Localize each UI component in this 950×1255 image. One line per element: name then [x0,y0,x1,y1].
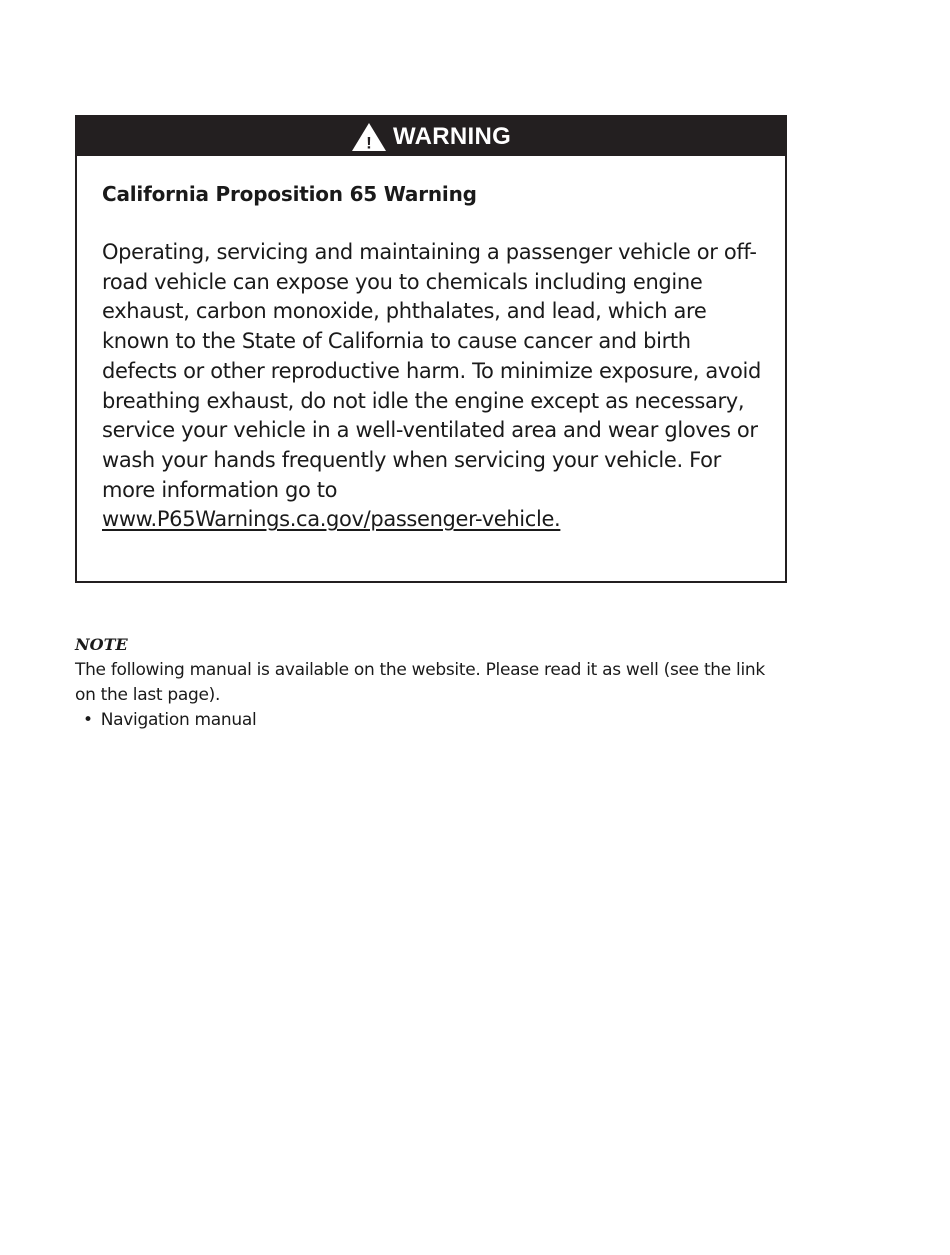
note-list-item-navigation-manual: • Navigation manual [83,708,775,733]
warning-text [102,238,762,535]
warning-body [77,156,785,535]
p65-warnings-link[interactable]: www.P65Warnings.ca.gov/passenger-vehicle. [102,507,561,532]
note-list [75,708,775,733]
warning-title: WARNING [392,122,512,150]
note-label: NOTE [75,635,128,654]
warning-triangle-icon [351,122,387,152]
note-text: The following manual is available on the website. Please read it as well (see the link on the last page). [75,660,765,705]
warning-icon-glyph: ! [366,133,372,152]
warning-header [77,117,785,156]
prop65-warning-box [75,115,787,583]
note-section [75,634,775,733]
warning-body-text: Operating, servicing and maintaining a passenger vehicle or off-road vehicle can expose you to chemicals including engine exhaust, carbon monoxide, phthalates, and lead, which are known to the State of California to cause cancer and birth defects or other reproductive harm. To minimize exposure, avoid breathing exhaust, do not idle the engine except as necessary, service your vehicle in a well-ventilated area and wear gloves or wash your hands frequently when servicing your vehicle. For more information go to [102,240,761,502]
warning-subtitle: California Proposition 65 Warning [102,182,477,206]
